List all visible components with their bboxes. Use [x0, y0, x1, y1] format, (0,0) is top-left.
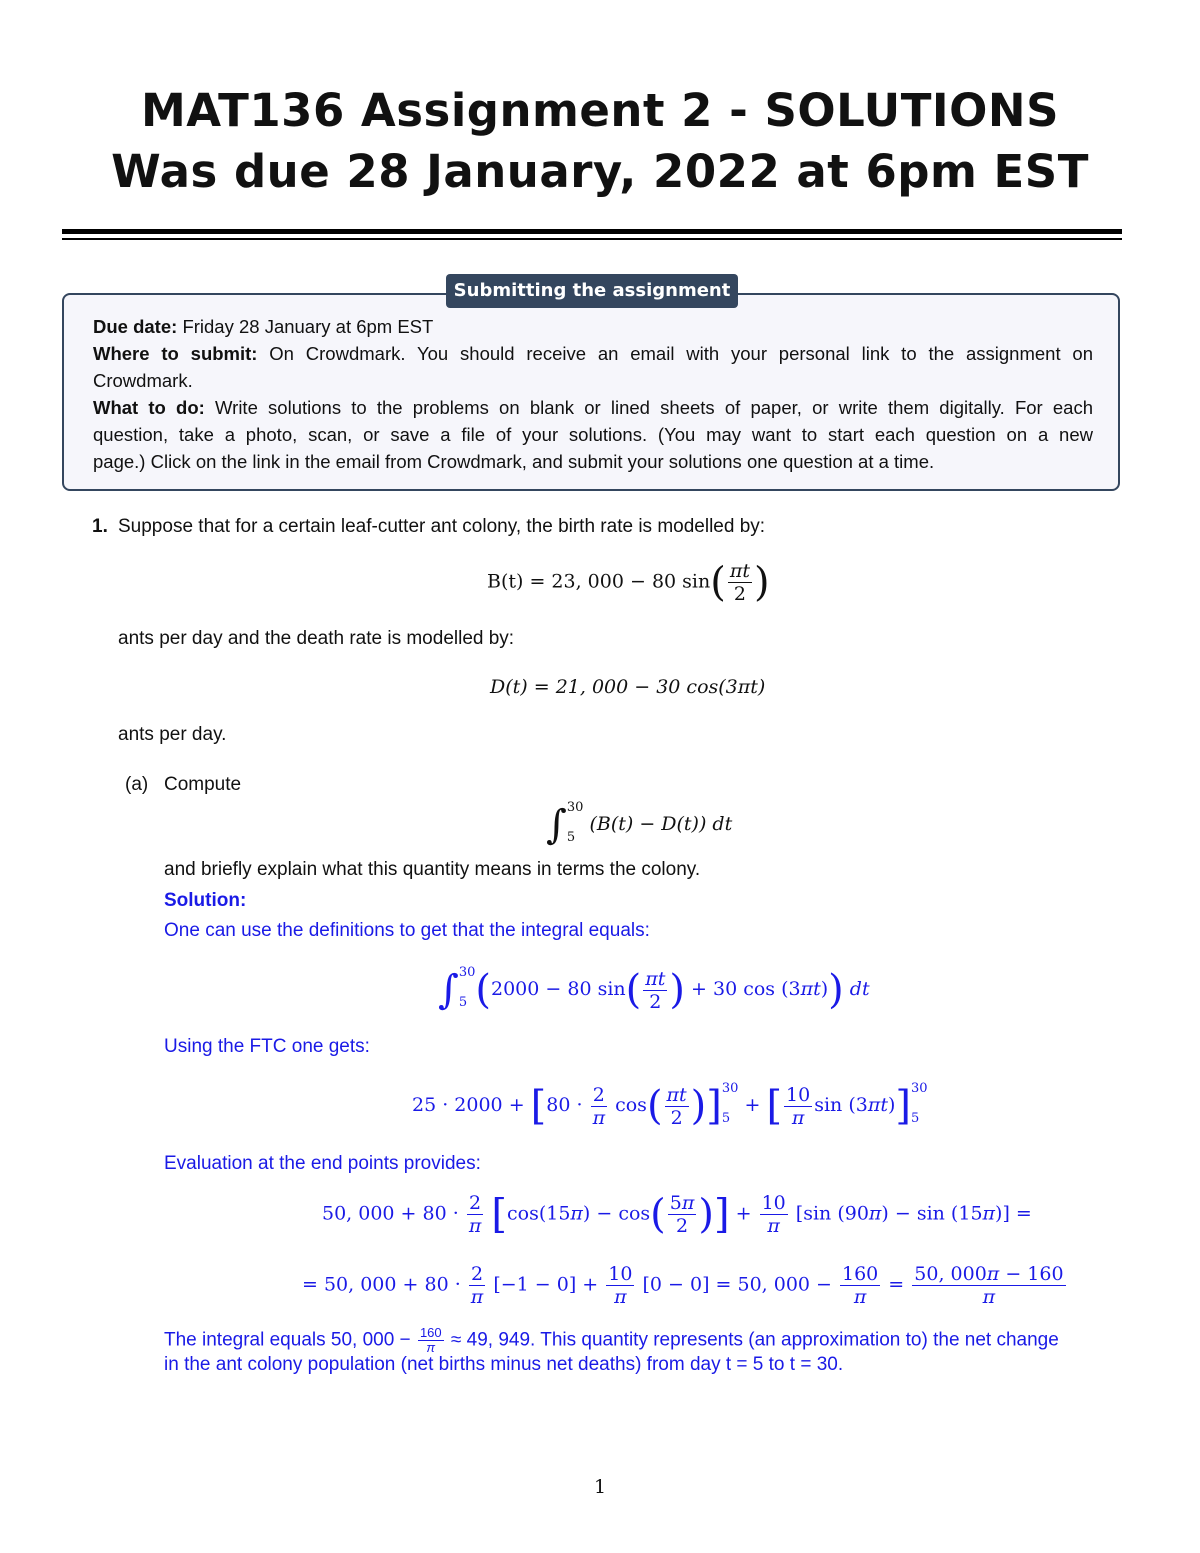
- integral-sign-icon: ∫: [546, 802, 567, 848]
- conclusion-line-1: The integral equals 50, 000 − $\frac{160}{\pi}$ ≈ 49, 949. This quantity represents (an approximation to) the net change: [164, 1325, 1059, 1355]
- solution-line-2: Using the FTC one gets:: [164, 1036, 370, 1057]
- title-line-1: MAT136 Assignment 2 - SOLUTIONS: [141, 84, 1059, 137]
- solution-label: Solution:: [164, 890, 247, 911]
- evaluation-line-1: 50, 000 + 80 · $\frac{2}{\pi}$ [cos(15π) − cos( $\frac{5\pi}{2}$ )] + $\frac{10}{\pi}$ [sin (90π) − sin (15π)] =: [322, 1191, 1032, 1238]
- evaluation-line-2: = 50, 000 + 80 · $\frac{2}{\pi}$ [−1 − 0] + $\frac{10}{\pi}$ [0 − 0] = 50, 000 − $\frac{160}{\pi}$ = $\frac{50, 000\pi - 160}{\pi}$: [302, 1263, 1064, 1308]
- death-rate-equation: D(t) = 21, 000 − 30 cos(3πt): [490, 676, 766, 698]
- birth-rate-equation: B(t) = 23, 000 − 80 sin( $\frac{\pi t}{2}$ ): [487, 559, 770, 606]
- ftc-expression: 25 · 2000 + [80 · $\frac{2}{\pi}$ cos( $\frac{\pi t}{2}$ )] 30 5 + [ $\frac{10}{\pi}$ sin (3πt)] 30 5: [412, 1081, 928, 1129]
- solution-line-3: Evaluation at the end points provides:: [164, 1153, 481, 1174]
- what-line-1: [93, 394, 1093, 421]
- where-line-1: [93, 340, 1093, 367]
- what-text: Write solutions to the problems on blank or lined sheets of paper, or write them digitally. For each: [215, 397, 1094, 418]
- page-number: 1: [593, 1476, 607, 1498]
- conclusion-1b: ≈ 49, 949. This quantity represents (an approximation to) the net change: [450, 1329, 1059, 1351]
- what-line-2: question, take a photo, scan, or save a file of your solutions. (You may want to start each question on a new: [93, 424, 1093, 445]
- question-number: 1.: [92, 516, 108, 537]
- submission-box-title: Submitting the assignment: [446, 274, 738, 308]
- where-line-2: Crowdmark.: [93, 370, 193, 391]
- part-a-explain: and briefly explain what this quantity means in terms the colony.: [164, 859, 701, 880]
- conclusion-1a: The integral equals 50, 000 −: [164, 1329, 411, 1351]
- where-text: On Crowdmark. You should receive an email with your personal link to the assignment on: [269, 343, 1093, 364]
- title-rule-thick: [62, 229, 1122, 234]
- solution-integral: ∫ 30 5 (2000 − 80 sin( $\frac{\pi t}{2}$ ) + 30 cos (3πt)) dt: [438, 965, 870, 1013]
- title-line-2: Was due 28 January, 2022 at 6pm EST: [111, 145, 1089, 198]
- where-label: Where to submit:: [93, 343, 258, 364]
- conclusion-line-2: in the ant colony population (net births minus net deaths) from day t = 5 to t = 30.: [164, 1354, 844, 1375]
- integral-upper: 30: [566, 800, 584, 815]
- solution-line-1: One can use the definitions to get that the integral equals:: [164, 920, 650, 941]
- integral-body: (B(t) − D(t)) dt: [589, 813, 733, 835]
- birth-rate-lhs: B(t) = 23, 000 − 80 sin: [487, 570, 711, 593]
- what-label: What to do:: [93, 397, 205, 418]
- what-line-3: page.) Click on the link in the email from Crowdmark, and submit your solutions one question at a time.: [93, 451, 935, 472]
- integral-lower: 5: [566, 830, 576, 845]
- death-intro: ants per day and the death rate is modelled by:: [118, 628, 515, 649]
- death-outro: ants per day.: [118, 724, 227, 745]
- due-date-text: Friday 28 January at 6pm EST: [182, 316, 434, 337]
- due-date-line: [93, 313, 1093, 340]
- due-date-label: Due date:: [93, 316, 178, 337]
- part-a-text: Compute: [164, 774, 242, 795]
- title-rule-thin: [62, 238, 1122, 240]
- question-intro: Suppose that for a certain leaf-cutter ant colony, the birth rate is modelled by:: [118, 516, 766, 537]
- integral-question: [546, 795, 732, 855]
- part-a-label: (a): [125, 774, 149, 795]
